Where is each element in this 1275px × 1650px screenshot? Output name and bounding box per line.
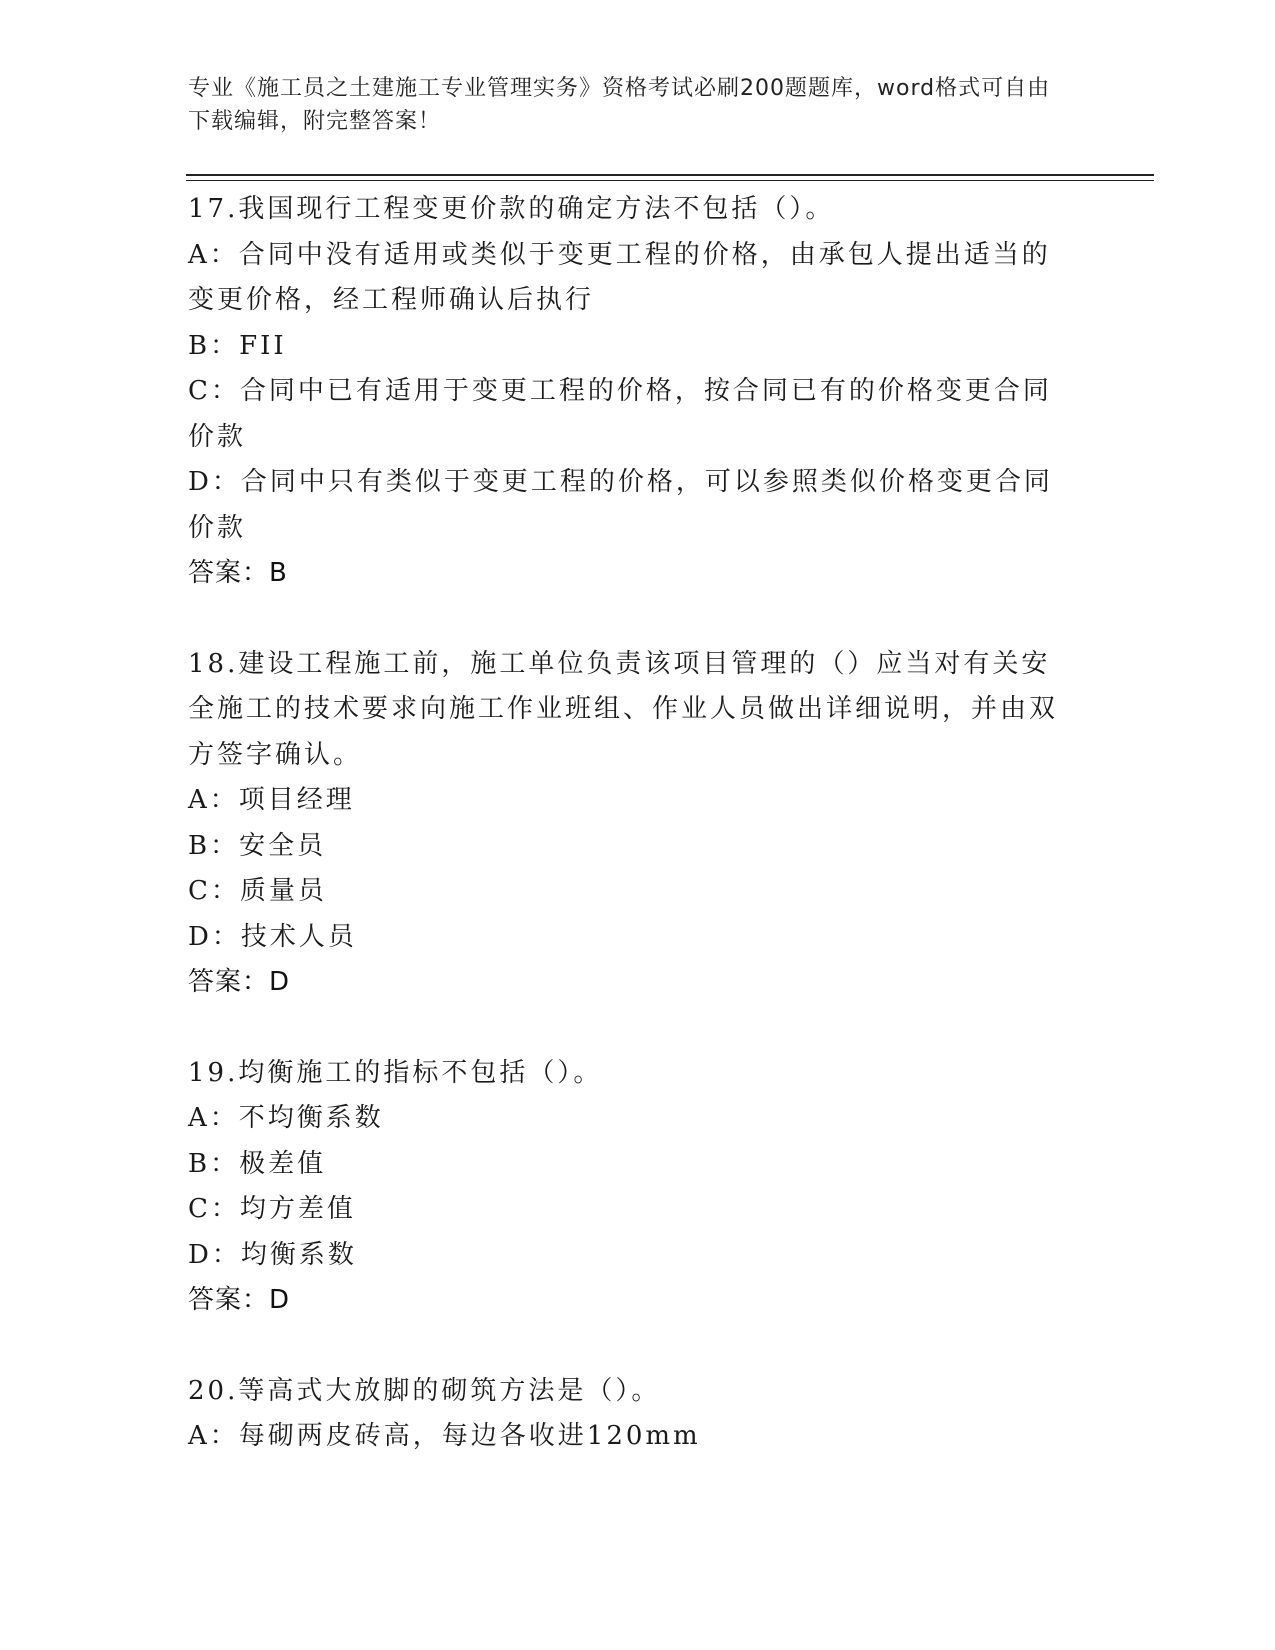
option-c: C：质量员 — [188, 876, 327, 906]
answer-label: 答案：D — [188, 967, 291, 997]
question-17 — [188, 187, 1068, 597]
option-b: B：极差值 — [188, 1148, 327, 1179]
option-d: D：技术人员 — [188, 921, 357, 952]
header-rule-thin — [186, 180, 1154, 181]
document-header: 专业《施工员之土建施工专业管理实务》资格考试必刷200题题库，word格式可自由下载编辑，附完整答案！ — [188, 76, 1051, 134]
option-a: A：不均衡系数 — [188, 1103, 384, 1133]
option-a: A：每砌两皮砖高，每边各收进120mm — [188, 1421, 701, 1451]
question-20 — [188, 1369, 1068, 1460]
option-a: A：合同中没有适用或类似于变更工程的价格，由承包人提出适当的变更价格，经工程师确认后执行 — [188, 239, 1051, 315]
option-b: B：FII — [188, 330, 287, 361]
option-b: B：安全员 — [188, 830, 327, 861]
option-d: D：合同中只有类似于变更工程的价格，可以参照类似价格变更合同价款 — [188, 467, 1053, 543]
option-c: C：均方差值 — [188, 1194, 356, 1224]
question-stem: 17.我国现行工程变更价款的确定方法不包括（）。 — [188, 194, 835, 224]
question-stem: 20.等高式大放脚的砌筑方法是（）。 — [188, 1375, 661, 1406]
header-rule-thick — [186, 174, 1154, 176]
question-stem: 18.建设工程施工前，施工单位负责该项目管理的（）应当对有关安全施工的技术要求向施工作业班组、作业人员做出详细说明，并由双方签字确认。 — [188, 648, 1059, 770]
option-a: A：项目经理 — [188, 785, 355, 815]
question-18 — [188, 642, 1068, 1006]
answer-label: 答案：B — [188, 558, 288, 588]
option-d: D：均衡系数 — [188, 1239, 357, 1270]
question-list — [188, 187, 1068, 1505]
question-19 — [188, 1051, 1068, 1324]
answer-label: 答案：D — [188, 1285, 291, 1315]
option-c: C：合同中已有适用于变更工程的价格，按合同已有的价格变更合同价款 — [188, 376, 1052, 452]
question-stem: 19.均衡施工的指标不包括（）。 — [188, 1057, 603, 1088]
